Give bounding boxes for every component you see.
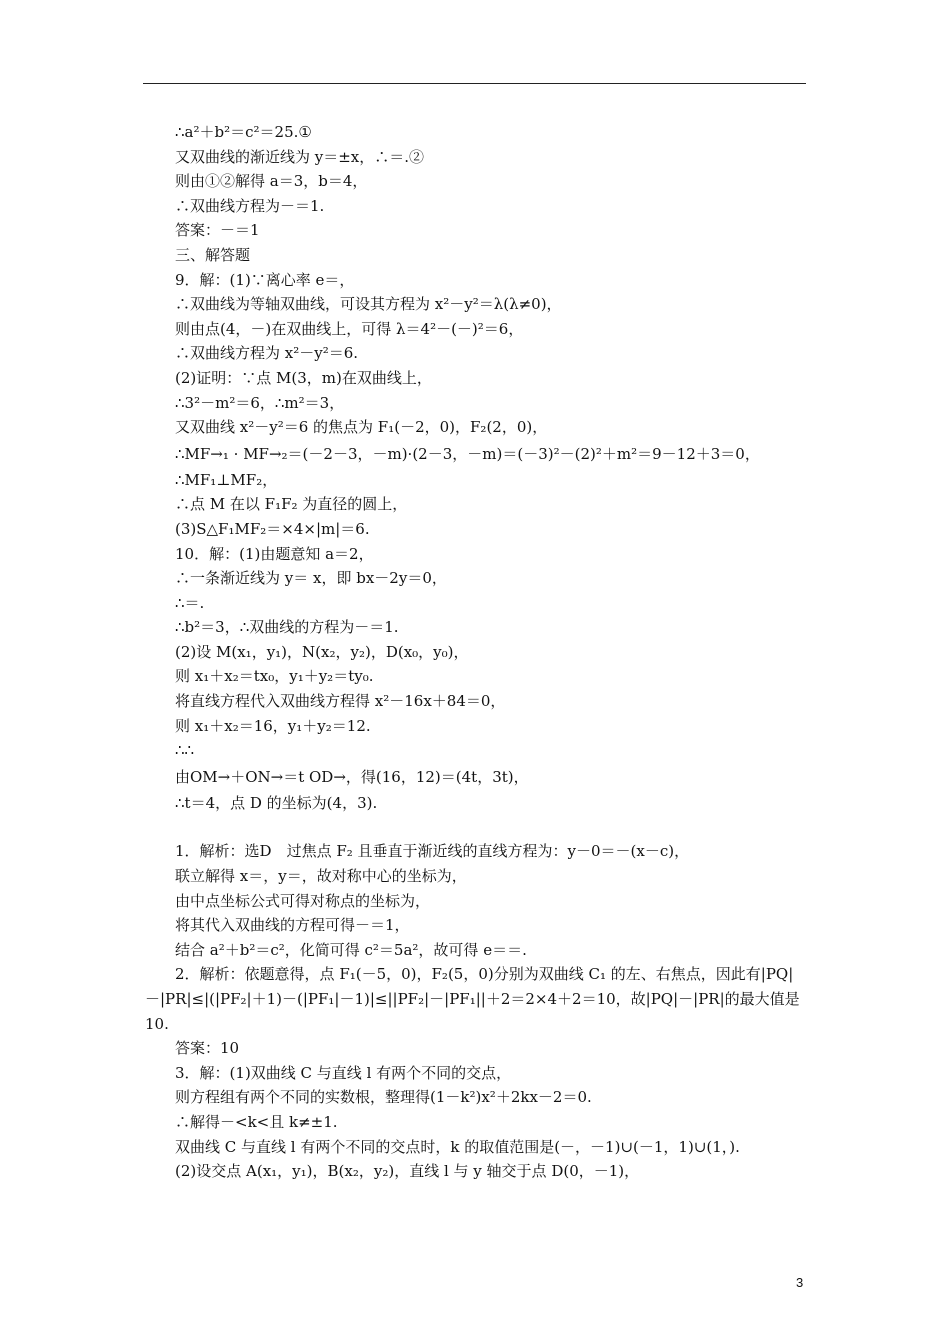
- text-line: 则方程组有两个不同的实数根，整理得(1－k²)x²＋2kx－2＝0.: [175, 1088, 592, 1107]
- text-line: 则 x₁＋x₂＝16，y₁＋y₂＝12.: [175, 716, 371, 735]
- text-paragraph: 2．解析：依题意得，点 F₁(－5，0)，F₂(5，0)分别为双曲线 C₁ 的左、右焦点，因此有|PQ|－|PR|≤|(|PF₂|＋1)－(|PF₁|－1)|≤||PF₂|－|PF₁||＋2＝2×4＋2＝10，故|PQ|－|PR|的最大值是 10.: [145, 965, 800, 1033]
- text-line: ∴双曲线为等轴双曲线，可设其方程为 x²－y²＝λ(λ≠0)，: [175, 295, 562, 314]
- text-line: ∴一条渐近线为 y＝ x，即 bx－2y＝0，: [175, 569, 447, 588]
- text-line: 结合 a²＋b²＝c²，化简可得 c²＝5a²，故可得 e＝＝.: [175, 940, 527, 959]
- text-line: ∴MF₁⊥MF₂，: [175, 470, 278, 489]
- text-line: 将直线方程代入双曲线方程得 x²－16x＋84＝0，: [175, 692, 506, 711]
- section-heading: 三、解答题: [175, 245, 251, 264]
- text-line: ∴t＝4，点 D 的坐标为(4，3).: [175, 793, 378, 812]
- text-line: 则由点(4，－)在双曲线上，可得 λ＝4²－(－)²＝6，: [175, 319, 524, 338]
- text-line: 联立解得 x＝，y＝，故对称中心的坐标为，: [175, 867, 467, 886]
- text-line: ∴＝.: [175, 593, 205, 612]
- text-line: 则由①②解得 a＝3，b＝4，: [175, 172, 368, 191]
- text-line: ∴解得－<k<且 k≠±1.: [175, 1112, 338, 1131]
- text-line: 答案：10: [175, 1039, 240, 1058]
- text-line: ∴点 M 在以 F₁F₂ 为直径的圆上，: [175, 495, 408, 514]
- text-line: (2)证明：∵点 M(3，m)在双曲线上，: [175, 368, 432, 387]
- text-line: ∴∴: [175, 741, 195, 760]
- text-line: 又双曲线 x²－y²＝6 的焦点为 F₁(－2，0)，F₂(2，0)，: [175, 418, 548, 437]
- paragraph-gap: [145, 815, 810, 839]
- text-line: 1．解析：选D 过焦点 F₂ 且垂直于渐近线的直线方程为：y－0＝－(x－c)，: [175, 842, 690, 861]
- text-line: (3)S△F₁MF₂＝×4×|m|＝6.: [175, 519, 370, 538]
- text-line: 10．解：(1)由题意知 a＝2，: [175, 544, 374, 563]
- text-line: 3．解：(1)双曲线 C 与直线 l 有两个不同的交点，: [175, 1063, 512, 1082]
- header-rule: [143, 83, 806, 84]
- text-line: 答案：－＝1: [175, 221, 260, 240]
- document-body: [145, 120, 810, 1184]
- text-line: ∴双曲线方程为 x²－y²＝6.: [175, 344, 359, 363]
- vector-line: 由OM→＋ON→＝t OD→，得(16，12)＝(4t，3t)，: [175, 767, 529, 786]
- text-line: 双曲线 C 与直线 l 有两个不同的交点时，k 的取值范围是(－，－1)∪(－1，1)∪(1，).: [175, 1137, 740, 1156]
- text-line: (2)设交点 A(x₁，y₁)，B(x₂，y₂)，直线 l 与 y 轴交于点 D(0，－1)，: [175, 1162, 640, 1181]
- text-line: ∴a²＋b²＝c²＝25.①: [175, 123, 312, 141]
- text-line: 则 x₁＋x₂＝tx₀，y₁＋y₂＝ty₀.: [175, 667, 374, 686]
- text-line: 又双曲线的渐近线为 y＝±x，∴＝.②: [175, 147, 425, 166]
- text-line: 将其代入双曲线的方程可得－＝1，: [175, 916, 410, 935]
- vector-line: ∴MF→₁ · MF→₂＝(－2－3，－m)·(2－3，－m)＝(－3)²－(2)²＋m²＝9－12＋3＝0，: [175, 444, 760, 463]
- text-line: ∴b²＝3，∴双曲线的方程为－＝1.: [175, 618, 399, 637]
- text-line: 9．解：(1)∵离心率 e＝，: [175, 270, 355, 289]
- text-line: (2)设 M(x₁，y₁)，N(x₂，y₂)，D(x₀，y₀)，: [175, 642, 469, 661]
- text-line: 由中点坐标公式可得对称点的坐标为，: [175, 891, 431, 910]
- text-line: ∴双曲线方程为－＝1.: [175, 196, 325, 215]
- text-line: ∴3²－m²＝6，∴m²＝3，: [175, 393, 345, 412]
- page-number: 3: [796, 1275, 804, 1290]
